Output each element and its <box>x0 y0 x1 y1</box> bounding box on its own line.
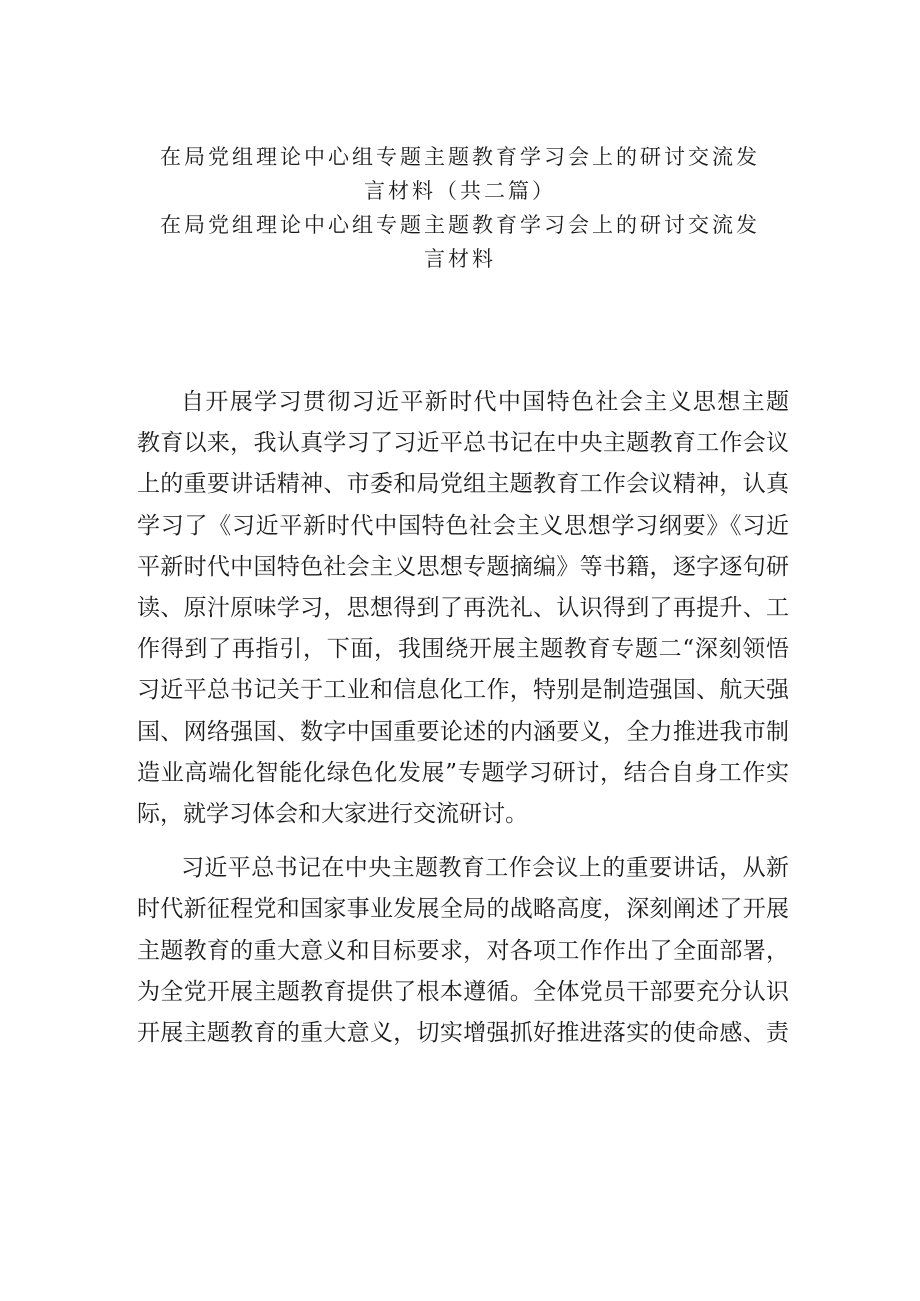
paragraph-spacer <box>137 835 789 848</box>
paragraph <box>137 848 789 1054</box>
title-line: 在局党组理论中心组专题主题教育学习会上的研讨交流发 <box>160 145 760 169</box>
paragraph-line: 上的重要讲话精神、市委和局党组主题教育工作会议精神，认真 <box>137 471 789 498</box>
paragraph-line: 教育以来，我认真学习了习近平总书记在中央主题教育工作会议 <box>137 430 789 457</box>
paragraph-line: 国、网络强国、数字中国重要论述的内涵要义，全力推进我市制 <box>137 718 789 745</box>
document-body <box>137 382 789 1054</box>
paragraph-line: 学习了《习近平新时代中国特色社会主义思想学习纲要》《习近 <box>137 512 789 539</box>
paragraph-line: 习近平总书记关于工业和信息化工作，特别是制造强国、航天强 <box>137 677 789 704</box>
paragraph-line: 时代新征程党和国家事业发展全局的战略高度，深刻阐述了开展 <box>137 896 789 923</box>
paragraph-line: 作得到了再指引，下面，我围绕开展主题教育专题二“深刻领悟 <box>137 636 789 663</box>
paragraph-line: 自开展学习贯彻习近平新时代中国特色社会主义思想主题 <box>181 389 789 415</box>
paragraph-line: 读、原汁原味学习，思想得到了再洗礼、认识得到了再提升、工 <box>137 595 789 622</box>
paragraph <box>137 382 789 835</box>
title-line: 言材料（共二篇） <box>364 179 556 203</box>
paragraph-line: 开展主题教育的重大意义，切实增强抓好推进落实的使命感、责 <box>137 1020 789 1047</box>
paragraph-line: 习近平总书记在中央主题教育工作会议上的重要讲话，从新 <box>181 855 789 882</box>
paragraph-line: 平新时代中国特色社会主义思想专题摘编》等书籍，逐字逐句研 <box>137 553 789 580</box>
subtitle-line: 言材料 <box>424 247 496 271</box>
paragraph-line: 造业高端化智能化绿色化发展”专题学习研讨，结合自身工作实 <box>137 759 789 786</box>
subtitle-line: 在局党组理论中心组专题主题教育学习会上的研讨交流发 <box>160 213 760 237</box>
paragraph-line: 际，就学习体会和大家进行交流研讨。 <box>137 801 528 828</box>
paragraph-line: 为全党开展主题教育提供了根本遵循。全体党员干部要充分认识 <box>137 978 789 1005</box>
document-title <box>0 140 920 276</box>
paragraph-line: 主题教育的重大意义和目标要求，对各项工作作出了全面部署， <box>137 937 789 964</box>
